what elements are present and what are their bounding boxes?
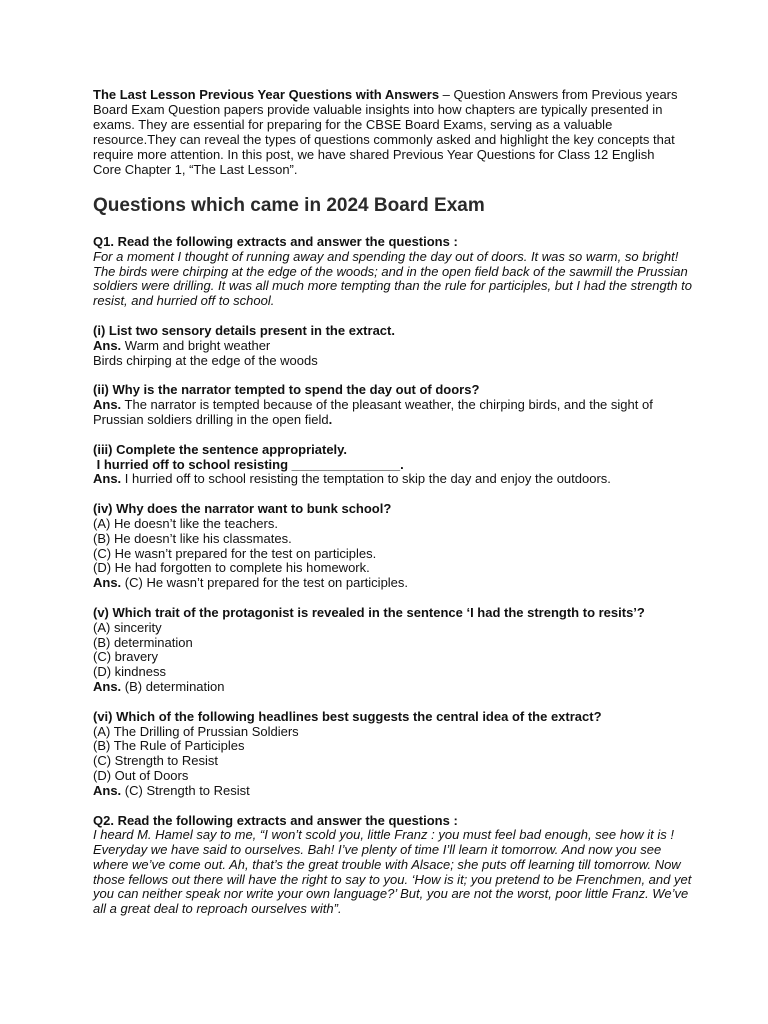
qiv-option: (A) He doesn’t like the teachers. — [93, 515, 278, 531]
intro-dash: – — [439, 87, 454, 102]
qii-question: (ii) Why is the narrator tempted to spend the day out of doors? — [93, 382, 480, 398]
q2-extract: I heard M. Hamel say to me, “I won’t scold you, little Franz : you must feel bad enough, see how it is ! Everyday we have said to ourselves. Bah! I’ve plenty of time I’ll learn it tomorrow. And now you see where we’ve come out. Ah, that’s the great trouble with Alsace; she puts off learning till tomorrow. Now those fellows out there will have the right to say to you. ‘How is it; you pretend to be Frenchmen, and yet you can neither speak nor write your own language?’ But, you are not the worst, poor little Franz. We’ve all a great deal to reproach ourselves with”. — [93, 827, 692, 917]
qv-option: (A) sincerity — [93, 619, 162, 635]
qiii-answer: I hurried off to school resisting the temptation to skip the day and enjoy the outdoors. — [121, 471, 611, 487]
qii-block — [93, 383, 693, 427]
q2-block — [93, 814, 693, 918]
qiv-option: (C) He wasn’t prepared for the test on participles. — [93, 545, 377, 561]
answer-label: Ans. — [93, 782, 122, 798]
answer-label: Ans. — [93, 337, 122, 353]
qv-answer: (B) determination — [121, 678, 225, 694]
qiii-question: (iii) Complete the sentence appropriately. — [93, 441, 348, 457]
qvi-option: (B) The Rule of Participles — [93, 738, 245, 754]
qiii-prompt: I hurried off to school resisting _______________. — [93, 456, 404, 472]
qi-question: (i) List two sensory details present in the extract. — [93, 322, 395, 338]
qvi-option: (C) Strength to Resist — [93, 753, 218, 769]
qv-option: (C) bravery — [93, 649, 159, 665]
qv-option: (B) determination — [93, 634, 193, 650]
qi-answer: Warm and bright weather — [121, 337, 271, 353]
intro-paragraph — [93, 87, 683, 177]
qi-answer-line — [93, 339, 693, 354]
intro-title: The Last Lesson Previous Year Questions with Answers — [93, 87, 440, 102]
qii-answer-line — [93, 398, 693, 428]
qvi-option: (A) The Drilling of Prussian Soldiers — [93, 723, 299, 739]
intro-text: Question Answers from Previous years Board Exam Question papers provide valuable insights into how chapters are typically presented in exams. They are essential for preparing for the CBSE Board Exams, serving as a valuable resource.They can reveal the types of questions commonly asked and highlight the key concepts that require more attention. In this post, we have shared Previous Year Questions for Class 12 English Core Chapter 1, “The Last Lesson”. — [93, 87, 678, 177]
qiii-answer-line — [93, 472, 693, 487]
answer-label: Ans. — [93, 471, 122, 487]
qvi-answer: (C) Strength to Resist — [121, 782, 250, 798]
qvi-question: (vi) Which of the following headlines best suggests the central idea of the extract? — [93, 708, 602, 724]
qiv-option: (D) He had forgotten to complete his homework. — [93, 560, 370, 576]
qiv-block — [93, 502, 693, 591]
qv-question: (v) Which trait of the protagonist is revealed in the sentence ‘I had the strength to resits’? — [93, 604, 645, 620]
answer-label: Ans. — [93, 678, 122, 694]
qiv-answer-line — [93, 576, 693, 591]
q2-title: Q2. Read the following extracts and answer the questions : — [93, 812, 458, 828]
qiv-answer: (C) He wasn’t prepared for the test on participles. — [121, 575, 409, 591]
qvi-block — [93, 710, 693, 799]
qiv-option: (B) He doesn’t like his classmates. — [93, 530, 292, 546]
answer-label: Ans. — [93, 397, 122, 413]
qvi-option: (D) Out of Doors — [93, 767, 189, 783]
qiv-question: (iv) Why does the narrator want to bunk school? — [93, 501, 392, 517]
qii-answer: The narrator is tempted because of the pleasant weather, the chirping birds, and the sight of Prussian soldiers drilling in the open field — [93, 397, 653, 427]
qii-answer-end: . — [328, 411, 333, 427]
qv-answer-line — [93, 680, 693, 695]
qi-answer-2: Birds chirping at the edge of the woods — [93, 352, 318, 368]
section-heading: Questions which came in 2024 Board Exam — [93, 195, 485, 216]
answer-label: Ans. — [93, 575, 122, 591]
qvi-answer-line — [93, 784, 693, 799]
qv-block — [93, 606, 693, 695]
qiii-block — [93, 443, 693, 487]
qi-block — [93, 324, 693, 368]
q1-block — [93, 235, 693, 309]
q1-title: Q1. Read the following extracts and answer the questions : — [93, 234, 458, 249]
q1-extract: For a moment I thought of running away and spending the day out of doors. It was so warm, so bright! The birds were chirping at the edge of the woods; and in the open field back of the sawmill the Prussian soldiers were drilling. It was all much more tempting than the rule for participles, but I had the strength to resist, and hurried off to school. — [93, 248, 693, 309]
qv-option: (D) kindness — [93, 664, 166, 680]
